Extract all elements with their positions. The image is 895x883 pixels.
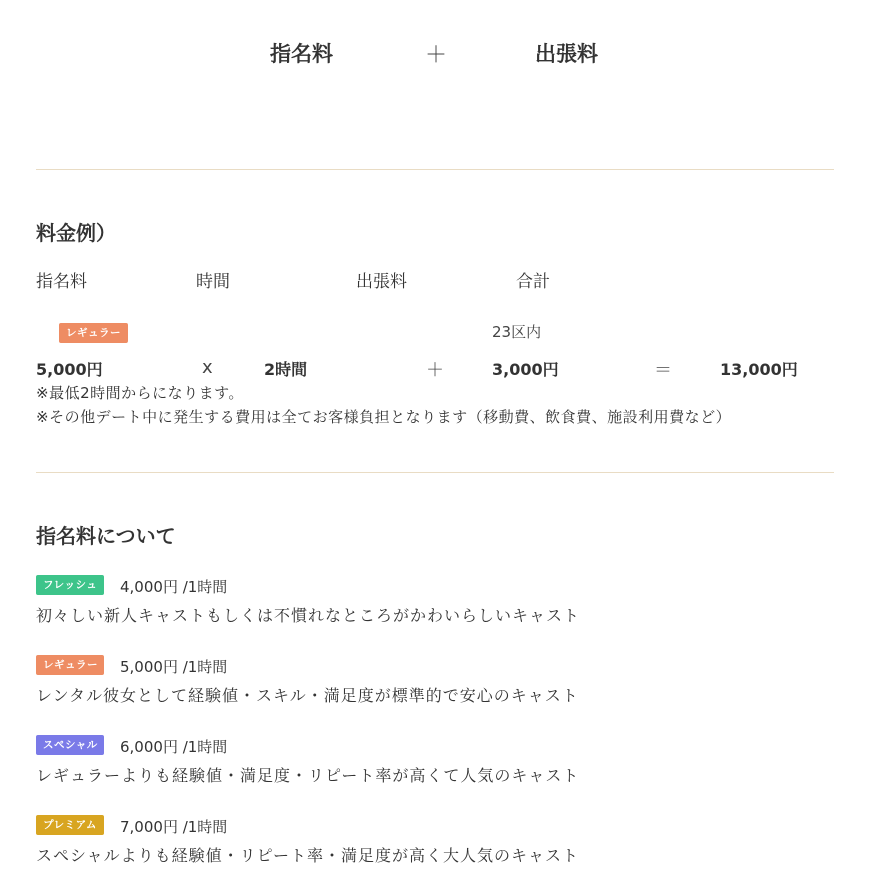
divider-middle <box>36 472 834 473</box>
plan-badge-regular: レギュラー <box>36 655 104 675</box>
example-hours-value: 2時間 <box>264 360 308 379</box>
example-plus-sign: ＋ <box>426 360 444 381</box>
plan-description-fresh: 初々しい新人キャストもしくは不慣れなところがかわいらしいキャスト <box>36 606 581 625</box>
example-regular-badge: レギュラー <box>59 323 128 343</box>
example-nomination-value: 5,000円 <box>36 360 103 379</box>
example-equals-sign: ＝ <box>654 360 672 381</box>
plan-badge-special: スペシャル <box>36 735 104 755</box>
example-header-time: 時間 <box>196 272 230 292</box>
example-total-value: 13,000円 <box>720 360 798 379</box>
plan-badge-fresh: フレッシュ <box>36 575 104 595</box>
formula-plus-sign: ＋ <box>425 43 448 68</box>
example-header-travel: 出張料 <box>356 272 407 292</box>
plan-description-premium: スペシャルよりも経験値・リピート率・満足度が高く大人気のキャスト <box>36 846 580 865</box>
example-times-sign: x <box>202 357 213 378</box>
example-note-expenses: ※その他デート中に発生する費用は全てお客様負担となります（移動費、飲食費、施設利用費など） <box>36 408 732 426</box>
plan-rate-premium: 7,000円 /1時間 <box>120 818 228 836</box>
plan-rate-special: 6,000円 /1時間 <box>120 738 228 756</box>
example-travel-value: 3,000円 <box>492 360 559 379</box>
formula-travel-label: 出張料 <box>535 42 598 66</box>
about-title: 指名料について <box>36 524 176 548</box>
plan-description-special: レギュラーよりも経験値・満足度・リピート率が高くて人気のキャスト <box>36 766 580 785</box>
plan-rate-fresh: 4,000円 /1時間 <box>120 578 228 596</box>
example-header-total: 合計 <box>516 272 550 292</box>
formula-nomination-label: 指名料 <box>270 42 333 66</box>
plan-badge-premium: プレミアム <box>36 815 104 835</box>
example-area-label: 23区内 <box>492 323 542 341</box>
example-title: 料金例） <box>36 221 116 245</box>
divider-top <box>36 169 834 170</box>
example-header-nomination: 指名料 <box>36 272 87 292</box>
plan-description-regular: レンタル彼女として経験値・スキル・満足度が標準的で安心のキャスト <box>36 686 579 705</box>
plan-rate-regular: 5,000円 /1時間 <box>120 658 228 676</box>
example-note-minimum: ※最低2時間からになります。 <box>36 384 244 402</box>
